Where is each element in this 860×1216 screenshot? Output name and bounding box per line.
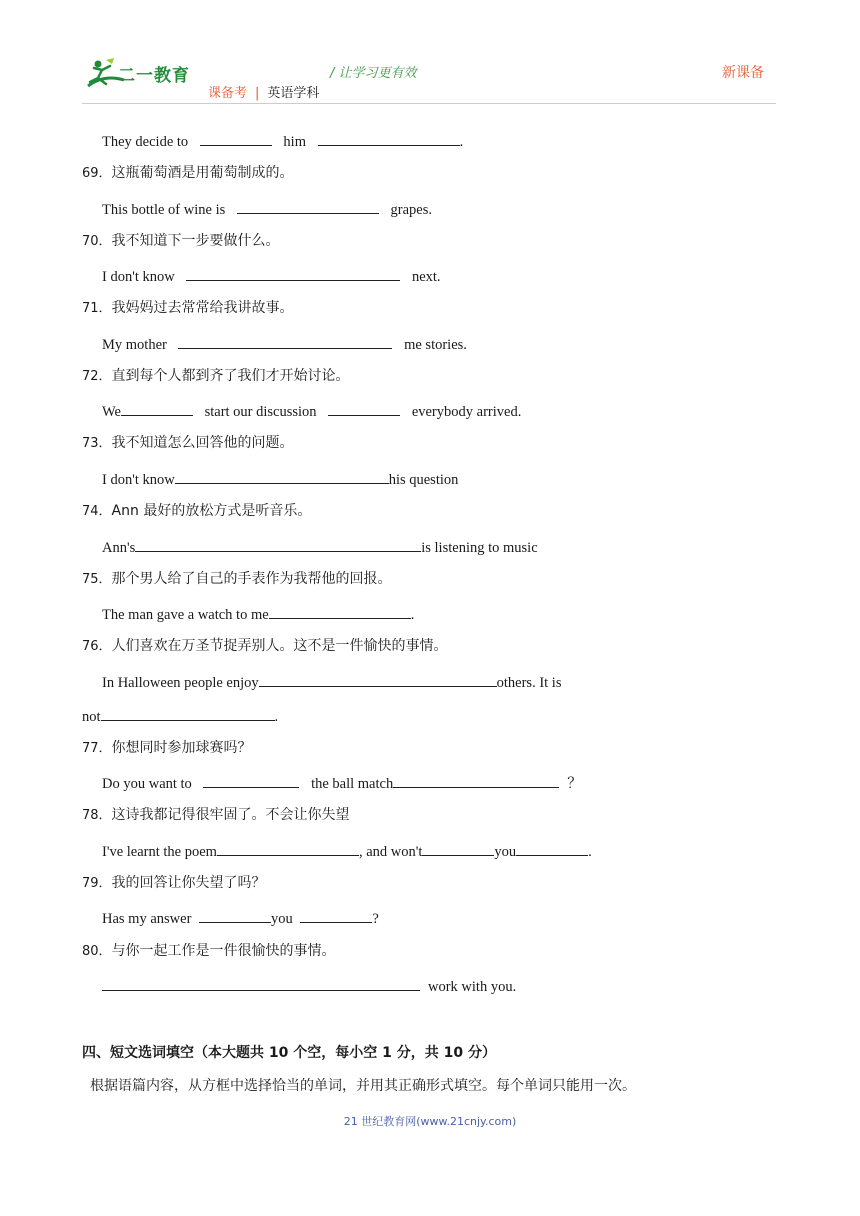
q76-text-c: not [82,709,101,725]
q69-text-b: grapes. [390,202,432,218]
q78-english [102,841,592,861]
q72-prompt: 直到每个人都到齐了我们才开始讨论。 [111,368,350,384]
q79-text-b: you [271,911,293,927]
q77-number: 77． [82,741,112,756]
q73-text-a: I don't know [102,472,175,488]
q75-text-a: The man gave a watch to me [102,607,269,623]
q69-number: 69． [82,166,112,181]
logo-text: 二一教育 [118,66,190,86]
q68-english [102,131,463,151]
q78-text-a: I've learnt the poem [102,844,217,860]
header-subject [208,82,319,101]
q70-text-b: next. [411,269,441,285]
q76-blank-1[interactable] [259,672,497,687]
q71-chinese [82,299,294,318]
q74-text-b: is listening to music [421,540,538,556]
q73-prompt: 我不知道怎么回答他的问题。 [111,435,294,451]
q75-english [102,604,414,624]
q72-blank-2[interactable] [328,401,400,416]
q70-blank-1[interactable] [186,266,400,281]
q71-number: 71． [82,301,112,316]
q70-chinese [82,232,280,251]
subject-name: 英语学科 [267,86,320,101]
q76-text-a: In Halloween people enjoy [102,675,259,691]
q79-chinese [82,874,266,893]
q72-number: 72． [82,369,112,384]
q80-prompt: 与你一起工作是一件很愉快的事情。 [111,943,336,959]
q70-prompt: 我不知道下一步要做什么。 [111,233,280,249]
q68-text-a: They decide to [102,134,189,150]
q79-prompt: 我的回答让你失望了吗？ [111,875,266,891]
subject-prefix: 课备考 [208,86,248,101]
q71-english [102,334,467,354]
q69-chinese [82,164,294,183]
q78-number: 78． [82,808,112,823]
header-new-course: 新课备 [722,65,764,81]
q71-text-a: My mother [102,337,167,353]
q78-text-c: you [494,844,517,860]
q76-text-b: others. It is [496,675,562,691]
q72-text-a: We [102,404,121,420]
q74-chinese [82,502,311,521]
q77-blank-2[interactable] [393,773,559,788]
q80-blank-1[interactable] [102,976,420,991]
q79-text-a: Has my answer [102,911,192,927]
q71-prompt: 我妈妈过去常常给我讲故事。 [111,300,294,316]
header-divider [82,103,776,104]
q73-blank-1[interactable] [175,469,389,484]
q72-text-c: everybody arrived. [411,404,522,420]
q75-chinese [82,570,392,589]
q78-chinese [82,806,350,825]
q77-prompt: 你想同时参加球赛吗？ [111,740,252,756]
q75-text-b: . [410,607,415,623]
q70-english [102,266,441,286]
q79-blank-1[interactable] [199,908,271,923]
q77-blank-1[interactable] [203,773,299,788]
q78-text-d: . [588,844,592,860]
q76-chinese [82,637,448,656]
q73-english [102,469,458,489]
q78-blank-1[interactable] [217,841,359,856]
q80-text-a: work with you. [428,979,517,995]
q80-english [102,976,516,996]
section-4-instruction: 根据语篇内容，从方框中选择恰当的单词，并用其正确形式填空。每个单词只能用一次。 [90,1078,636,1094]
q68-text-c: . [459,134,464,150]
q68-blank-2[interactable] [318,131,460,146]
q73-number: 73． [82,436,112,451]
q68-text-b: him [283,134,306,150]
q76-number: 76． [82,639,112,654]
q76-blank-2[interactable] [101,706,275,721]
q74-prompt: Ann 最好的放松方式是听音乐。 [111,503,312,519]
q69-blank-1[interactable] [237,199,379,214]
q77-chinese [82,739,252,758]
q75-blank-1[interactable] [269,604,411,619]
q74-english [102,537,538,557]
q80-chinese [82,942,336,961]
q76-english [102,672,561,692]
q77-text-c: ？ [567,776,582,792]
q72-english [102,401,521,421]
q69-english [102,199,432,219]
q72-text-b: start our discussion [204,404,317,420]
q72-chinese [82,367,350,386]
q80-number: 80． [82,944,112,959]
q76-english-cont [82,706,278,726]
q68-blank-1[interactable] [200,131,272,146]
q71-text-b: me stories. [404,337,467,353]
q77-text-b: the ball match [311,776,394,792]
q79-text-c: ? [372,911,379,927]
q74-blank-1[interactable] [135,537,421,552]
q69-text-a: This bottle of wine is [102,202,226,218]
q75-number: 75． [82,572,112,587]
q75-prompt: 那个男人给了自己的手表作为我帮他的回报。 [111,571,392,587]
q72-blank-1[interactable] [121,401,193,416]
q79-english [102,908,379,928]
q78-text-b: , and won't [358,844,423,860]
q78-blank-3[interactable] [516,841,588,856]
q77-english [102,773,582,793]
q76-text-d: . [274,709,279,725]
q76-prompt: 人们喜欢在万圣节捉弄别人。这不是一件愉快的事情。 [111,638,448,654]
q73-chinese [82,434,294,453]
q70-number: 70． [82,234,112,249]
q73-text-b: his question [388,472,459,488]
q77-text-a: Do you want to [102,776,192,792]
page-footer: 21 世纪教育网(www.21cnjy.com) [343,1115,517,1128]
section-4-title: 四、短文选词填空（本大题共 10 个空，每小空 1 分，共 10 分） [82,1045,496,1061]
q78-prompt: 这诗我都记得很牢固了。不会让你失望 [111,807,350,823]
q78-blank-2[interactable] [422,841,494,856]
header-slogan: / 让学习更有效 [330,66,417,81]
subject-separator: | [255,86,260,101]
q74-text-a: Ann's [102,540,136,556]
q79-number: 79． [82,876,112,891]
page-header [0,0,860,110]
q74-number: 74． [82,504,112,519]
q71-blank-1[interactable] [178,334,392,349]
q70-text-a: I don't know [102,269,175,285]
q69-prompt: 这瓶葡萄酒是用葡萄制成的。 [111,165,294,181]
q79-blank-2[interactable] [300,908,372,923]
